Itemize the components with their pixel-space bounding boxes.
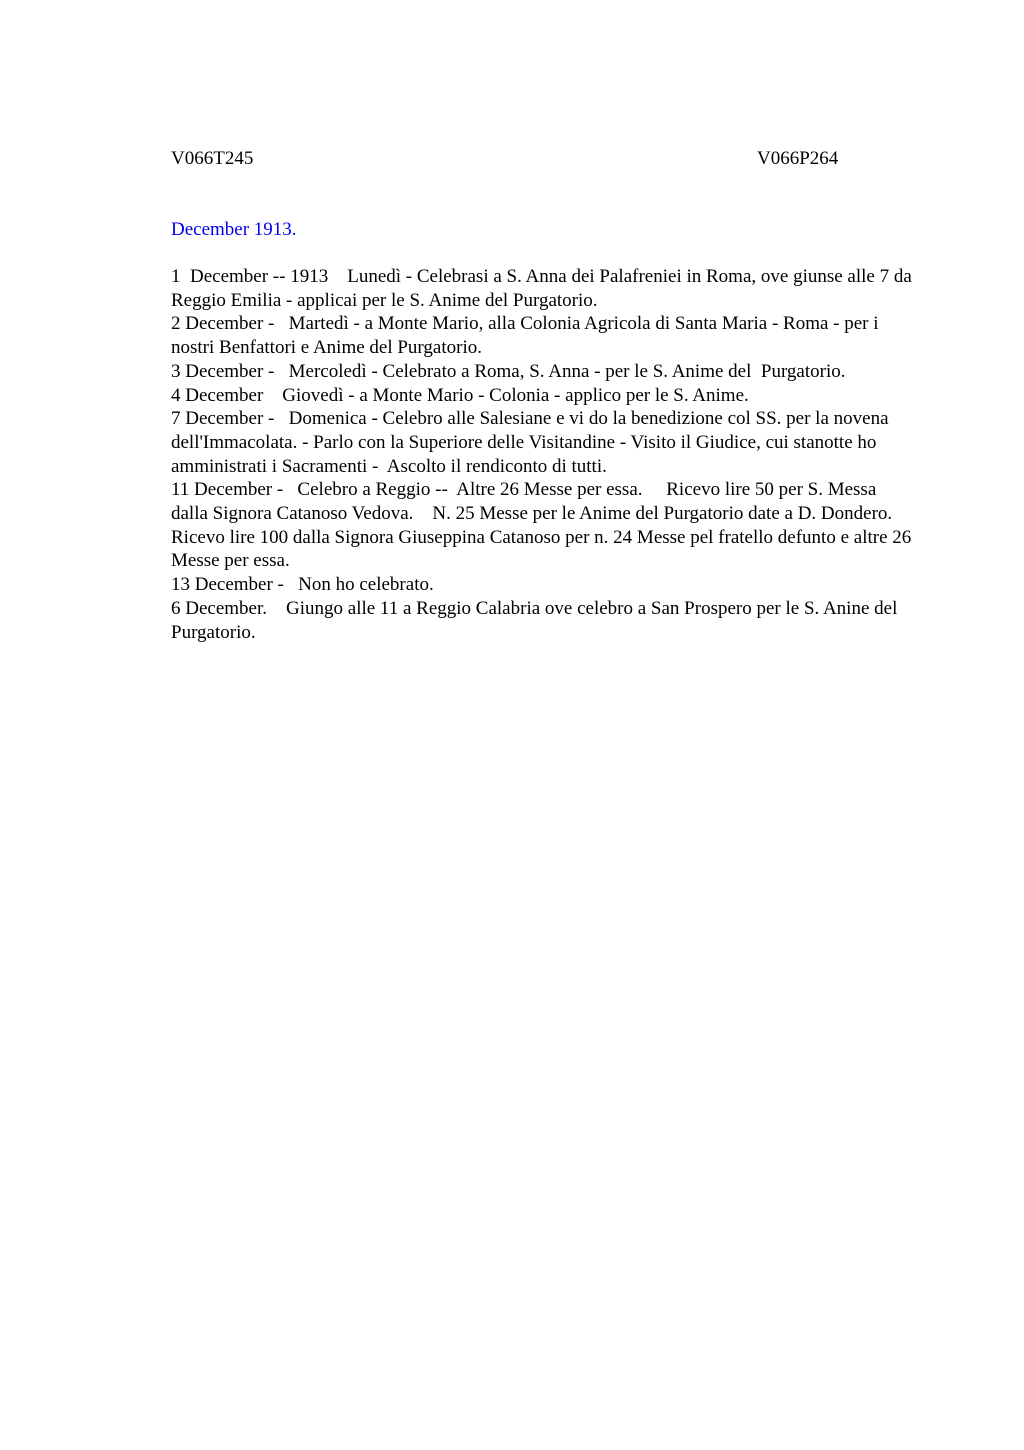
- volume-page-reference: V066P264: [757, 148, 839, 169]
- diary-entries: [171, 265, 916, 644]
- diary-entry: 3 December - Mercoledì - Celebrato a Roma, S. Anna - per le S. Anime del Purgatorio.: [171, 360, 846, 382]
- diary-entry: 4 December Giovedì - a Monte Mario - Colonia - applico per le S. Anime.: [171, 384, 749, 406]
- diary-entry: 6 December. Giungo alle 11 a Reggio Calabria ove celebro a San Prospero per le S. Anine del Purgatorio.: [171, 597, 903, 643]
- diary-entry: 11 December - Celebro a Reggio -- Altre 26 Messe per essa. Ricevo lire 50 per S. Messa dalla Signora Catanoso Vedova. N. 25 Messe per le Anime del Purgatorio date a D. Dondero. Ricevo lire 100 dalla Signora Giuseppina Catanoso per n. 24 Messe pel fratello defunto e altre 26 Messe per essa.: [171, 479, 917, 572]
- reference-header: [171, 146, 916, 172]
- diary-entry: 13 December - Non ho celebrato.: [171, 574, 434, 596]
- document-page: [171, 146, 916, 644]
- diary-entry: 2 December - Martedì - a Monte Mario, alla Colonia Agricola di Santa Maria - Roma - per i nostri Benfattori e Anime del Purgatorio.: [171, 313, 884, 359]
- diary-entry: 7 December - Domenica - Celebro alle Salesiane e vi do la benedizione col SS. per la novena dell'Immacolata. - Parlo con la Superiore delle Visitandine - Visito il Giudice, cui stanotte ho amministrati i Sacramenti - Ascolto il rendiconto di tutti.: [171, 408, 894, 477]
- diary-entry: 1 December -- 1913 Lunedì - Celebrasi a S. Anna dei Palafreniei in Roma, ove giunse alle 7 da Reggio Emilia - applicai per le S. Anime del Purgatorio.: [171, 266, 917, 311]
- month-heading: December 1913.: [171, 219, 297, 240]
- volume-text-reference: V066T245: [171, 148, 254, 169]
